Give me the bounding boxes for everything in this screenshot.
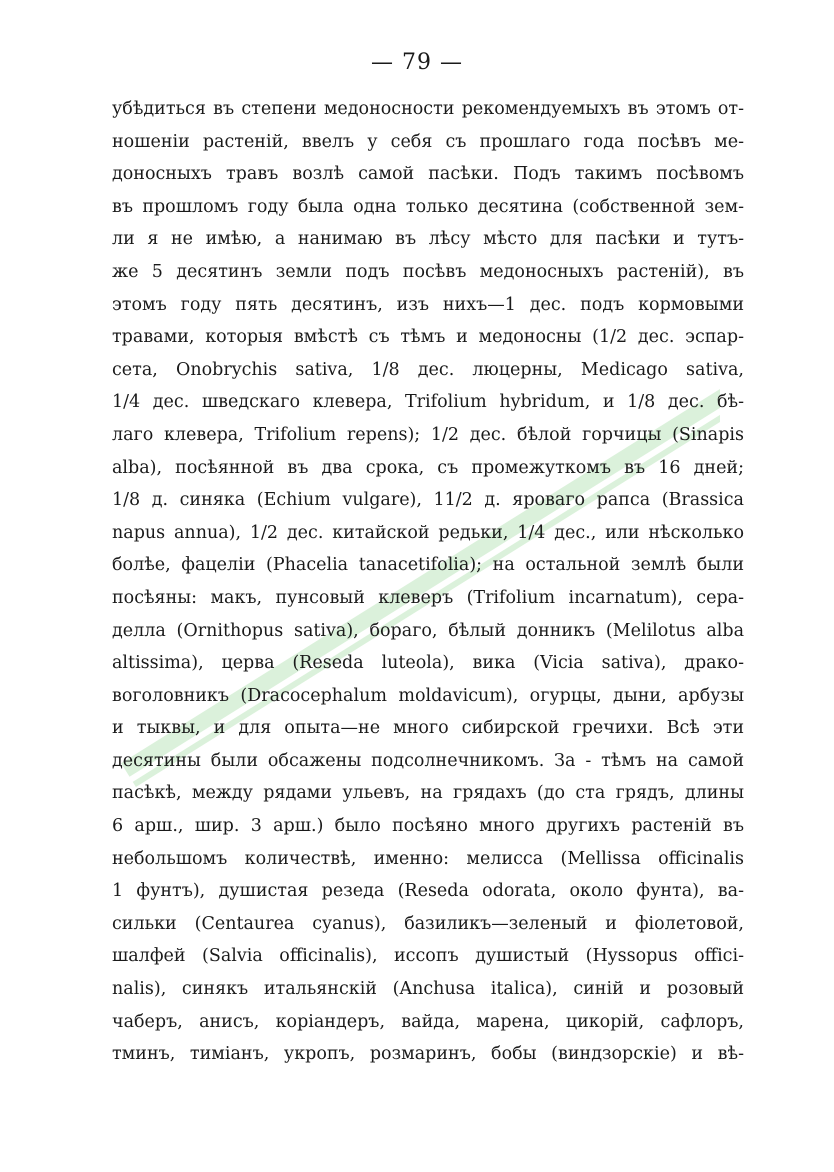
text-line: травами, которыя вмѣстѣ съ тѣмъ и медоносны (1/2 дес. эспар-: [112, 327, 744, 348]
text-line: посѣяны: макъ, пунсовый клеверъ (Trifolium incarnatum), сера-: [112, 587, 744, 608]
text-line: 1 фунтъ), душистая резеда (Reseda odorata, около фунта), ва-: [112, 881, 744, 902]
text-line: alba), посѣянной въ два срока, съ промежуткомъ въ 16 дней;: [112, 457, 744, 478]
text-line: 1/4 дес. шведскаго клевера, Trifolium hybridum, и 1/8 дес. бѣ-: [112, 392, 744, 413]
text-line: и тыквы, и для опыта—не много сибирской гречихи. Всѣ эти: [112, 718, 744, 739]
text-line: шалфей (Salvia officinalis), иссопъ душистый (Hyssopus offici-: [112, 946, 744, 967]
text-line: nalis), синякъ итальянскій (Anchusa italica), синій и розовый: [112, 979, 744, 1000]
text-line: 1/8 д. синяка (Echium vulgare), 11/2 д. яроваго рапса (Brassica: [112, 490, 744, 511]
text-line: лаго клевера, Trifolium repens); 1/2 дес. бѣлой горчицы (Sinapis: [112, 424, 744, 445]
text-line: сета, Onobrychis sativa, 1/8 дес. люцерны, Medicago sativa,: [112, 359, 744, 380]
text-line: 6 арш., шир. 3 арш.) было посѣяно много другихъ растеній въ: [112, 816, 744, 837]
text-line: этомъ году пять десятинъ, изъ нихъ—1 дес. подъ кормовыми: [112, 294, 744, 315]
text-line: altissima), церва (Reseda luteola), вика (Vicia sativa), драко-: [112, 653, 744, 674]
text-line: убѣдиться въ степени медоносности рекомендуемыхъ въ этомъ от-: [112, 99, 744, 119]
text-line: сильки (Centaurea cyanus), базиликъ—зеленый и фіолетовой,: [112, 913, 744, 934]
text-line: napus annua), 1/2 дес. китайской редьки, 1/4 дес., или нѣсколько: [112, 522, 744, 543]
text-line: ли я не имѣю, а нанимаю въ лѣсу мѣсто для пасѣки и тутъ-: [112, 229, 744, 250]
text-line: небольшомъ количествѣ, именно: мелисса (Mellissa officinalis: [112, 848, 744, 869]
text-line: же 5 десятинъ земли подъ посѣвъ медоносныхъ растеній), въ: [112, 261, 744, 282]
text-line: чаберъ, анисъ, коріандеръ, вайда, марена, цикорій, сафлоръ,: [112, 1011, 744, 1032]
text-line: болѣе, фацеліи (Phacelia tanacetifolia); на остальной землѣ были: [112, 555, 744, 576]
page-number: — 79 —: [371, 50, 463, 75]
text-line: десятины были обсажены подсолнечникомъ. За - тѣмъ на самой: [112, 750, 744, 771]
text-line: пасѣкѣ, между рядами ульевъ, на грядахъ (до ста грядъ, длины: [112, 783, 744, 804]
text-line: тминъ, тиміанъ, укропъ, розмаринъ, бобы (виндзорскіе) и вѣ-: [112, 1044, 744, 1065]
page-body-text: [112, 93, 744, 1071]
text-line: доносныхъ травъ возлѣ самой пасѣки. Подъ такимъ посѣвомъ: [112, 164, 744, 185]
text-line: делла (Ornithopus sativa), бораго, бѣлый донникъ (Melilotus alba: [112, 620, 744, 641]
text-line: воголовникъ (Dracocephalum moldavicum), огурцы, дыни, арбузы: [112, 685, 744, 706]
text-line: въ прошломъ году была одна только десятина (собственной зем-: [112, 196, 744, 217]
text-line: ношеніи растеній, ввелъ у себя съ прошлаго года посѣвъ ме-: [112, 131, 744, 152]
